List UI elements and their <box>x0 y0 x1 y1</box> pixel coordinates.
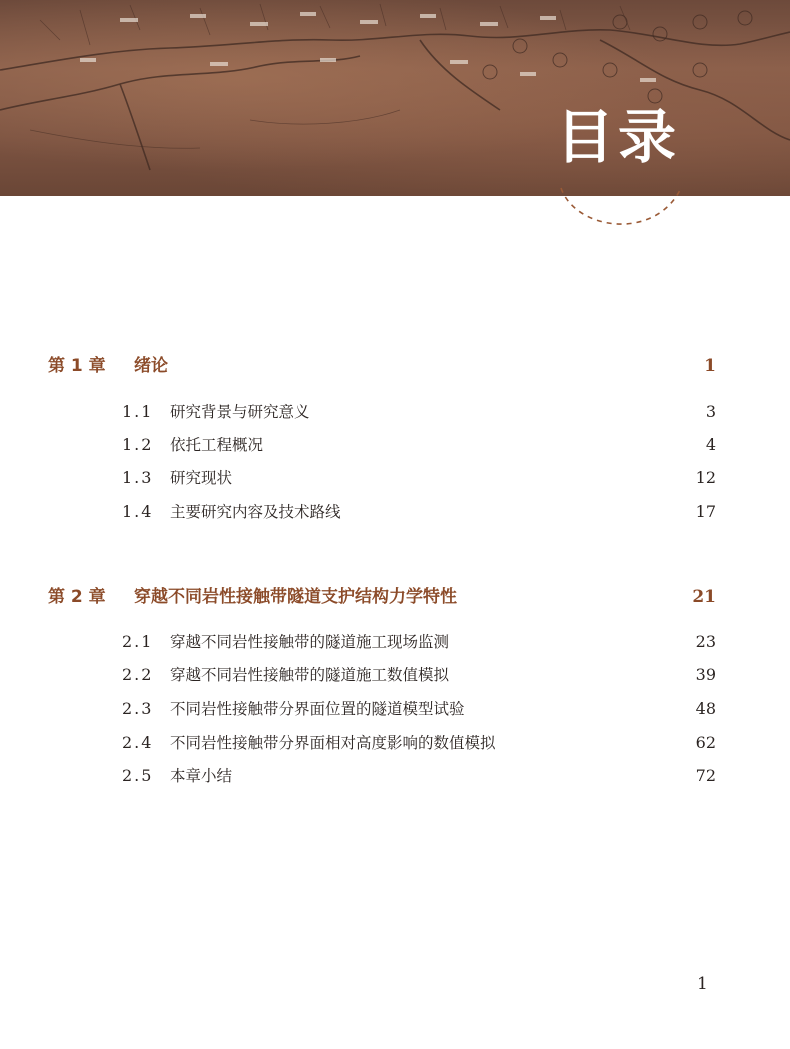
section-page: 17 <box>695 502 716 521</box>
section-number: 2.3 <box>122 699 154 718</box>
toc-section-entry[interactable] <box>122 500 716 522</box>
chapter-2-entry[interactable] <box>48 582 716 607</box>
section-title: 研究背景与研究意义 <box>170 403 310 421</box>
toc-section-entry[interactable] <box>122 630 716 652</box>
section-title: 主要研究内容及技术路线 <box>170 503 341 521</box>
section-title: 穿越不同岩性接触带的隧道施工数值模拟 <box>170 666 450 684</box>
section-page: 23 <box>695 632 716 651</box>
chapter-page: 21 <box>692 587 716 607</box>
chapter-page: 1 <box>704 356 716 376</box>
chapter-1-entry[interactable] <box>48 351 716 376</box>
toc-section-entry[interactable] <box>122 697 716 719</box>
chapter-title: 绪论 <box>134 356 168 376</box>
toc-section-entry[interactable] <box>122 731 716 753</box>
section-number: 2.2 <box>122 665 154 684</box>
section-number: 1.3 <box>122 468 154 487</box>
section-number: 1.1 <box>122 402 154 421</box>
section-title: 穿越不同岩性接触带的隧道施工现场监测 <box>170 633 450 651</box>
section-title: 依托工程概况 <box>170 436 264 454</box>
section-page: 4 <box>705 435 716 454</box>
section-number: 1.4 <box>122 502 154 521</box>
section-page: 3 <box>705 402 716 421</box>
toc-section-entry[interactable] <box>122 466 716 488</box>
section-page: 12 <box>695 468 716 487</box>
chapter-number: 第 1 章 <box>48 356 106 376</box>
section-title: 研究现状 <box>170 469 233 487</box>
decorative-dashed-arc <box>556 186 686 238</box>
page-title: 目录 <box>555 103 680 171</box>
section-page: 48 <box>695 699 716 718</box>
section-number: 2.1 <box>122 632 154 651</box>
section-page: 72 <box>695 766 716 785</box>
section-title: 不同岩性接触带分界面位置的隧道模型试验 <box>170 700 465 718</box>
section-page: 62 <box>695 733 716 752</box>
toc-section-entry[interactable] <box>122 400 716 422</box>
section-number: 2.4 <box>122 733 154 752</box>
toc-section-entry[interactable] <box>122 433 716 455</box>
section-title: 本章小结 <box>170 767 233 785</box>
header-banner <box>0 0 790 196</box>
toc-section-entry[interactable] <box>122 663 716 685</box>
chapter-number: 第 2 章 <box>48 587 106 607</box>
page-number: 1 <box>697 974 708 994</box>
chapter-title: 穿越不同岩性接触带隧道支护结构力学特性 <box>134 587 457 607</box>
section-page: 39 <box>695 665 716 684</box>
section-number: 1.2 <box>122 435 154 454</box>
section-number: 2.5 <box>122 766 154 785</box>
section-title: 不同岩性接触带分界面相对高度影响的数值模拟 <box>170 734 496 752</box>
toc-section-entry[interactable] <box>122 764 716 786</box>
